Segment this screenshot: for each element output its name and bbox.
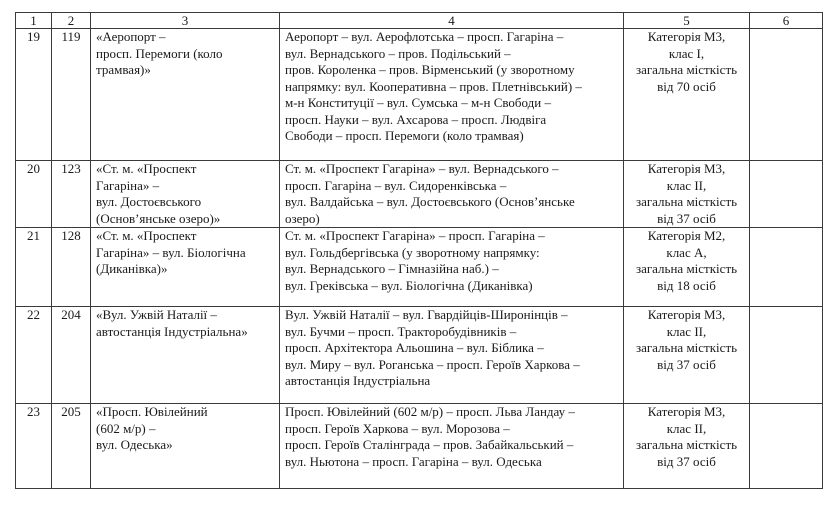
vehicle-requirements: [624, 307, 750, 404]
route-path-line: напрямку: вул. Кооперативна – пров. Плетнівський) –: [285, 78, 582, 94]
route-path: [280, 228, 624, 307]
header-col-4: 4: [280, 13, 624, 29]
table-body: [16, 29, 823, 489]
route-path-line: Ст. м. «Проспект Гагаріна» – вул. Вернадського –: [285, 161, 559, 176]
vehicle-requirements: [624, 29, 750, 161]
header-col-5: 5: [624, 13, 750, 29]
vehicle-requirements-line: від 37 осіб: [657, 210, 716, 226]
route-path-line: просп. Гагаріна – вул. Сидоренківська –: [285, 177, 507, 193]
route-path: [280, 29, 624, 161]
vehicle-requirements-line: Категорія М3,: [647, 161, 726, 176]
route-note: [750, 307, 823, 404]
route-name-line: «Вул. Ужвій Наталії –: [96, 307, 217, 322]
route-name-line: (Диканівка)»: [96, 261, 168, 276]
vehicle-requirements-line: клас ІІ,: [666, 177, 707, 193]
vehicle-requirements-line: від 18 осіб: [657, 277, 716, 293]
route-name-line: просп. Перемоги (коло: [96, 45, 223, 61]
row-index: 19: [16, 29, 52, 161]
vehicle-requirements-line: Категорія М3,: [647, 29, 726, 44]
route-number: 128: [52, 228, 91, 307]
route-path-line: вул. Миру – вул. Роганська – просп. Героїв Харкова –: [285, 356, 580, 372]
route-name-line: «Аеропорт –: [96, 29, 166, 44]
row-index: 22: [16, 307, 52, 404]
route-name-line: (Основ’янське озеро)»: [96, 210, 221, 226]
vehicle-requirements-line: від 37 осіб: [657, 453, 716, 469]
route-path-line: вул. Вернадського – пров. Подільський –: [285, 45, 511, 61]
route-note: [750, 404, 823, 489]
vehicle-requirements-line: загальна місткість: [635, 340, 738, 355]
route-path-line: вул. Греківська – вул. Біологічна (Диканівка): [285, 277, 533, 293]
route-path-line: Свободи – просп. Перемоги (коло трамвая): [285, 128, 524, 143]
table-row: [16, 228, 823, 307]
header-col-6: 6: [750, 13, 823, 29]
route-number: 119: [52, 29, 91, 161]
route-path-line: просп. Героїв Сталінграда – пров. Забайкальський –: [285, 437, 574, 452]
vehicle-requirements-line: клас А,: [666, 244, 707, 260]
vehicle-requirements: [624, 404, 750, 489]
route-path-line: Вул. Ужвій Наталії – вул. Гвардійців-Широнінців –: [285, 307, 568, 322]
route-name: [91, 228, 280, 307]
vehicle-requirements: [624, 161, 750, 228]
route-path: [280, 307, 624, 404]
header-col-1: 1: [16, 13, 52, 29]
route-name-line: вул. Достоєвського: [96, 194, 202, 209]
route-name-line: Гагаріна» –: [96, 177, 160, 193]
route-name-line: «Ст. м. «Проспект: [96, 161, 197, 176]
vehicle-requirements-line: Категорія М3,: [647, 307, 726, 322]
vehicle-requirements: [624, 228, 750, 307]
header-row: [16, 13, 823, 29]
route-path-line: просп. Архітектора Альошина – вул. Біблика –: [285, 340, 544, 355]
route-name-line: автостанція Індустріальна»: [96, 323, 248, 339]
route-path-line: м-н Конституції – вул. Сумська – м-н Свободи –: [285, 95, 551, 110]
route-name: [91, 404, 280, 489]
route-name: [91, 161, 280, 228]
vehicle-requirements-line: загальна місткість: [635, 194, 738, 209]
row-index: 20: [16, 161, 52, 228]
vehicle-requirements-line: клас ІІ,: [666, 420, 707, 436]
route-name-line: (602 м/р) –: [96, 420, 156, 436]
vehicle-requirements-line: від 37 осіб: [657, 356, 716, 372]
route-path-line: Ст. м. «Проспект Гагаріна» – просп. Гагаріна –: [285, 228, 545, 243]
route-name-line: трамвая)»: [96, 62, 151, 77]
vehicle-requirements-line: Категорія М3,: [647, 404, 726, 419]
header-col-3: 3: [91, 13, 280, 29]
route-path-line: вул. Валдайська – вул. Достоєвського (Основ’янське: [285, 194, 575, 209]
row-index: 21: [16, 228, 52, 307]
table-row: [16, 29, 823, 161]
route-path-line: вул. Бучми – просп. Тракторобудівників –: [285, 323, 517, 339]
route-path-line: вул. Ньютона – просп. Гагаріна – вул. Одеська: [285, 453, 542, 469]
route-path-line: пров. Короленка – пров. Вірменський (у зворотному: [285, 62, 575, 77]
route-path-line: вул. Гольдбергівська (у зворотному напрямку:: [285, 244, 540, 260]
vehicle-requirements-line: загальна місткість: [635, 437, 738, 452]
vehicle-requirements-line: Категорія М2,: [647, 228, 726, 243]
route-path-line: автостанція Індустріальна: [285, 373, 431, 388]
header-col-2: 2: [52, 13, 91, 29]
table-row: [16, 307, 823, 404]
vehicle-requirements-line: клас ІІ,: [666, 323, 707, 339]
table-row: [16, 404, 823, 489]
vehicle-requirements-line: від 70 осіб: [657, 78, 716, 94]
route-number: 123: [52, 161, 91, 228]
route-name-line: «Просп. Ювілейний: [96, 404, 208, 419]
route-number: 204: [52, 307, 91, 404]
route-path-line: просп. Героїв Харкова – вул. Морозова –: [285, 420, 510, 436]
route-path: [280, 404, 624, 489]
route-path-line: просп. Науки – вул. Ахсарова – просп. Людвіга: [285, 111, 547, 127]
route-name: [91, 29, 280, 161]
route-path-line: озеро): [285, 210, 320, 226]
route-path: [280, 161, 624, 228]
route-path-line: Просп. Ювілейний (602 м/р) – просп. Льва Ландау –: [285, 404, 575, 419]
route-name: [91, 307, 280, 404]
vehicle-requirements-line: загальна місткість: [635, 62, 738, 77]
table-row: [16, 161, 823, 228]
vehicle-requirements-line: загальна місткість: [635, 261, 738, 276]
route-path-line: Аеропорт – вул. Аерофлотська – просп. Гагаріна –: [285, 29, 564, 44]
table-header: [16, 13, 823, 29]
vehicle-requirements-line: клас І,: [668, 45, 705, 61]
route-name-line: вул. Одеська»: [96, 437, 173, 452]
route-name-line: «Ст. м. «Проспект: [96, 228, 197, 243]
routes-table: [15, 12, 823, 489]
route-note: [750, 29, 823, 161]
route-note: [750, 161, 823, 228]
route-note: [750, 228, 823, 307]
route-number: 205: [52, 404, 91, 489]
route-path-line: вул. Вернадського – Гімназійна наб.) –: [285, 261, 499, 276]
row-index: 23: [16, 404, 52, 489]
route-name-line: Гагаріна» – вул. Біологічна: [96, 244, 246, 260]
